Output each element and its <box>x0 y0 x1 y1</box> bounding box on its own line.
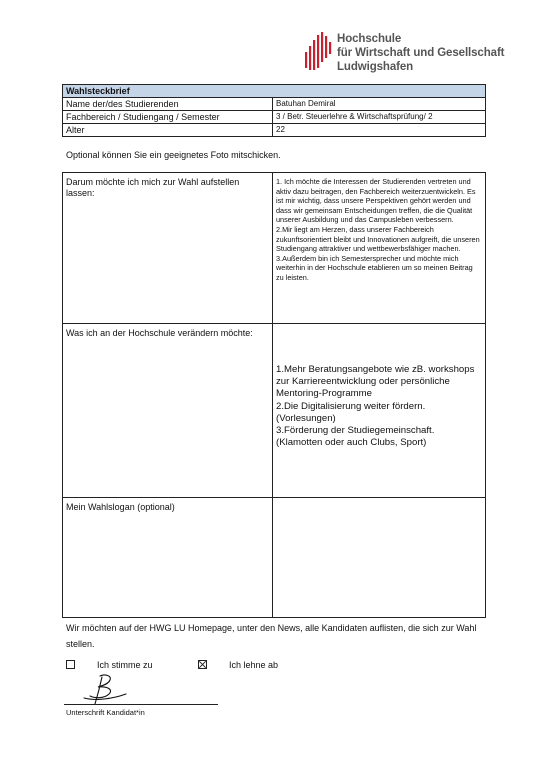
info-table-header <box>63 85 486 98</box>
info-row-name <box>63 98 486 111</box>
answer-text: 1. Ich möchte die Interessen der Studierenden vertreten und aktiv dazu beitragen, den Fachbereich weiterzuentwickeln. Es ist mir wichtig, dass unsere Perspektiven gehört werden und dass wir gemeinsam Entscheidungen treffen, die die Qualität unserer Ausbildung und das Campusleben verbessern. 2.Mir liegt am Herzen, dass unserer Fachbereich zukunftsorientiert bleibt und Innovationen aufgreift, die unseren Studiengang attraktiver und wettbewerbsfähiger machen. 3.Außerdem bin ich Semestersprecher und möchte mich weiterhin in der Hochschule etablieren um so meinen Beitrag zu leisten. <box>276 177 480 282</box>
homepage-note: Wir möchten auf der HWG LU Homepage, unter den News, alle Kandidaten auflisten, die sich zur Wahl stellen. <box>66 623 477 649</box>
info-label: Alter <box>63 124 273 137</box>
info-label: Name der/des Studierenden <box>63 98 273 111</box>
signature-label: Unterschrift Kandidat*in <box>66 708 145 717</box>
info-row-age <box>63 124 486 137</box>
question-row-motivation <box>63 173 486 324</box>
university-logo <box>303 28 503 76</box>
optional-photo-note: Optional können Sie ein geeignetes Foto mitschicken. <box>66 150 281 160</box>
age-field[interactable]: 22 <box>273 124 486 137</box>
info-row-department <box>63 111 486 124</box>
question-row-changes <box>63 324 486 498</box>
answer-text: 1.Mehr Beratungsangebote wie zB. workshops zur Karriereentwicklung oder persönliche Mentoring-Programme 2.Die Digitalisierung weiter fördern. (Vorlesungen) 3.Förderung der Studiegemeinschaft. (Klamotten oder auch Clubs, Sport) <box>276 364 475 449</box>
question-label: Darum möchte ich mich zur Wahl aufstellen lassen: <box>63 173 273 324</box>
slogan-answer[interactable] <box>273 498 486 618</box>
name-field[interactable]: Batuhan Demiral <box>273 98 486 111</box>
question-label: Mein Wahlslogan (optional) <box>63 498 273 618</box>
department-field[interactable]: 3 / Betr. Steuerlehre & Wirtschaftsprüfung/ 2 <box>273 111 486 124</box>
consent-decline[interactable] <box>198 660 278 670</box>
decline-label: Ich lehne ab <box>229 660 279 670</box>
signature-line <box>64 704 218 705</box>
info-label: Fachbereich / Studiengang / Semester <box>63 111 273 124</box>
question-row-slogan <box>63 498 486 618</box>
form-title: Wahlsteckbrief <box>63 85 486 98</box>
questions-table <box>62 172 486 618</box>
decline-checkbox[interactable] <box>198 660 207 669</box>
consent-agree[interactable] <box>66 660 153 670</box>
logo-wordmark: Hochschule für Wirtschaft und Gesellschaft Ludwigshafen <box>337 33 505 73</box>
changes-answer[interactable] <box>273 324 486 498</box>
motivation-answer[interactable] <box>273 173 486 324</box>
agree-checkbox[interactable] <box>66 660 75 669</box>
logo-bars-icon <box>303 32 333 72</box>
agree-label: Ich stimme zu <box>97 660 153 670</box>
info-table <box>62 84 486 137</box>
question-label: Was ich an der Hochschule verändern möchte: <box>63 324 273 498</box>
handwritten-signature <box>82 672 142 708</box>
